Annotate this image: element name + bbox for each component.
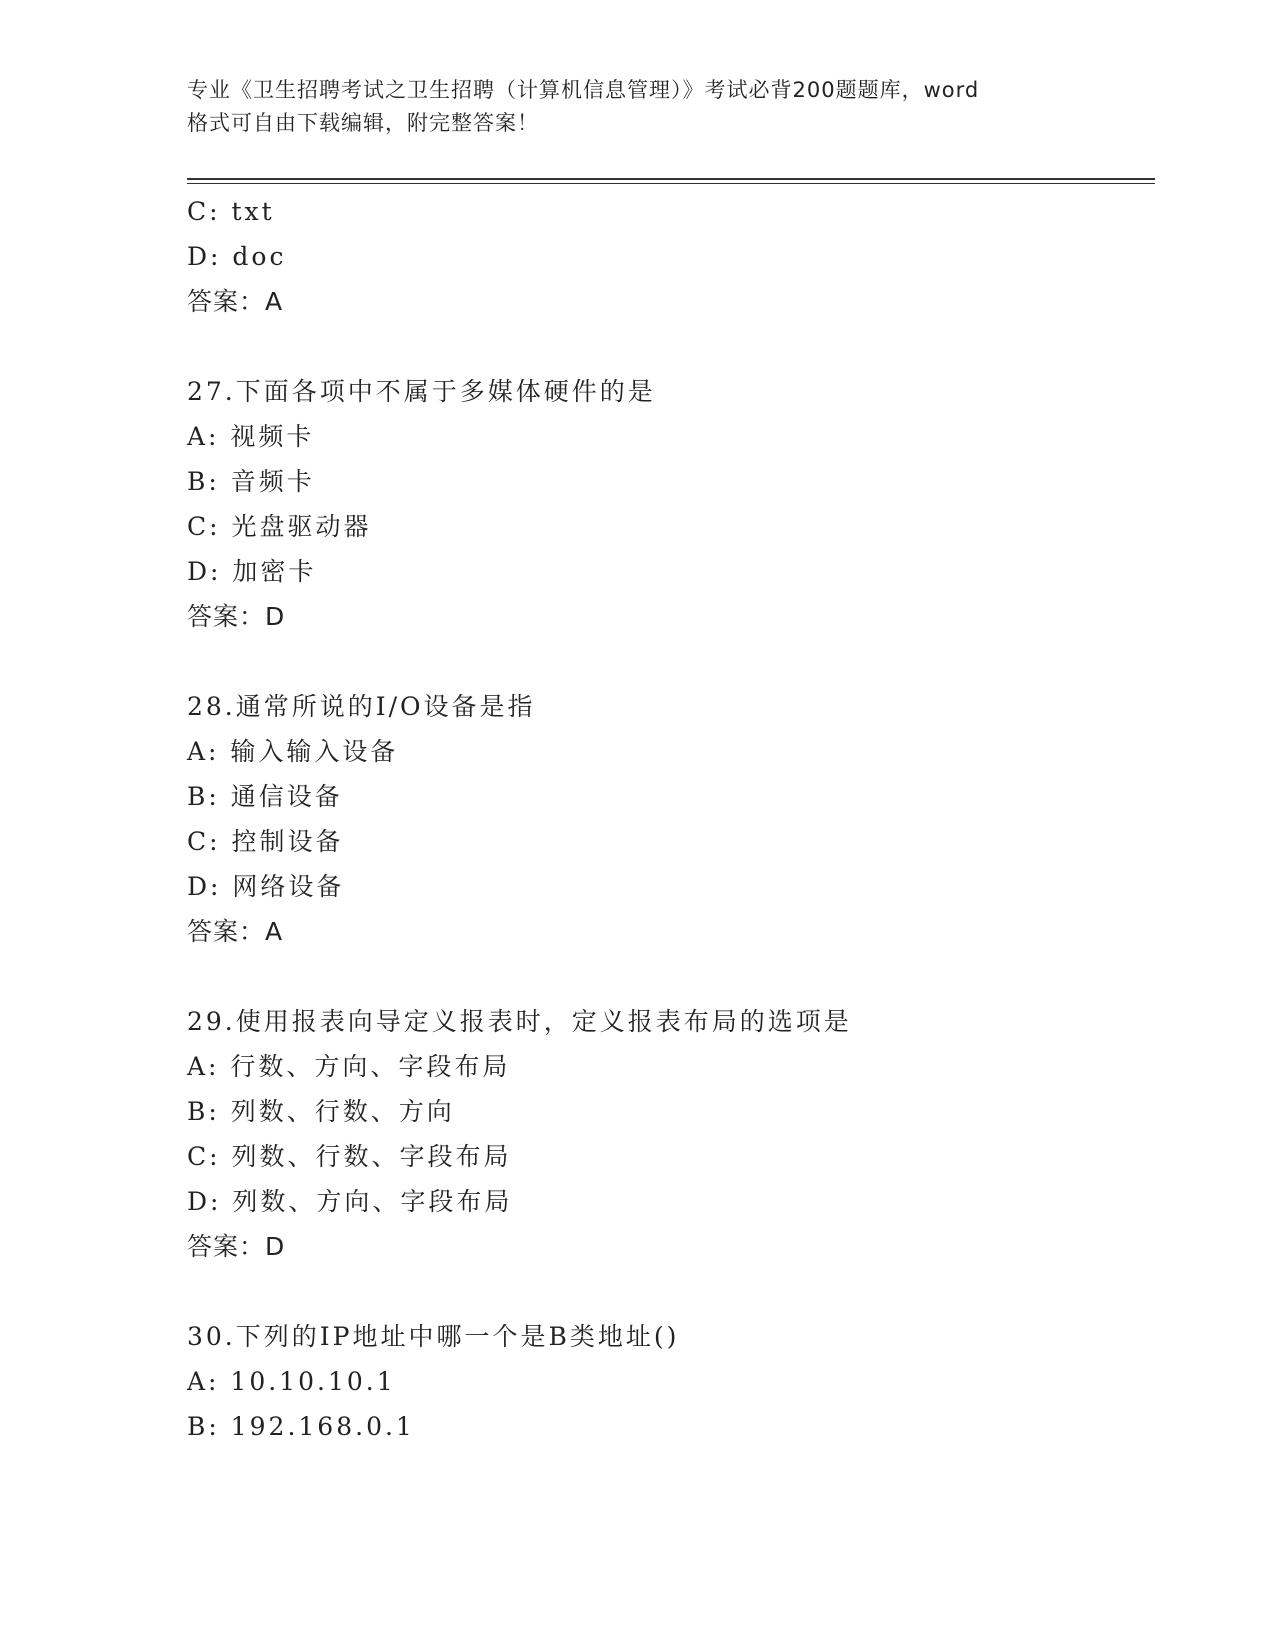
q28-answer: 答案：A — [187, 917, 284, 946]
q26-answer: 答案：A — [187, 287, 284, 316]
q29-option-d: D: 列数、方向、字段布局 — [187, 1187, 513, 1216]
q29-option-a: A: 行数、方向、字段布局 — [187, 1052, 511, 1081]
header-line-1: 专业《卫生招聘考试之卫生招聘（计算机信息管理）》考试必背200题题库，word — [187, 78, 980, 102]
header-divider-thin — [187, 183, 1155, 184]
q29-question: 29.使用报表向导定义报表时，定义报表布局的选项是 — [187, 1007, 852, 1036]
q28-option-a: A: 输入输入设备 — [187, 737, 399, 766]
header-line-2: 格式可自由下载编辑，附完整答案！ — [187, 111, 539, 135]
q30-question: 30.下列的IP地址中哪一个是B类地址() — [187, 1322, 680, 1351]
q28-question: 28.通常所说的I/O设备是指 — [187, 692, 536, 721]
q30-option-b: B: 192.168.0.1 — [187, 1412, 415, 1441]
q27-option-a: A: 视频卡 — [187, 422, 315, 451]
q29-answer: 答案：D — [187, 1232, 286, 1261]
q28-option-d: D: 网络设备 — [187, 872, 345, 901]
q27-option-d: D: 加密卡 — [187, 557, 317, 586]
q29-option-b: B: 列数、行数、方向 — [187, 1097, 455, 1126]
q27-option-b: B: 音频卡 — [187, 467, 315, 496]
q26-option-c: C: txt — [187, 197, 275, 226]
q26-option-d: D: doc — [187, 242, 287, 271]
q28-option-b: B: 通信设备 — [187, 782, 343, 811]
q27-answer: 答案：D — [187, 602, 286, 631]
q28-option-c: C: 控制设备 — [187, 827, 344, 856]
document-header — [187, 74, 1087, 140]
q29-option-c: C: 列数、行数、字段布局 — [187, 1142, 512, 1171]
q27-question: 27.下面各项中不属于多媒体硬件的是 — [187, 377, 656, 406]
q30-option-a: A: 10.10.10.1 — [187, 1367, 396, 1396]
q27-option-c: C: 光盘驱动器 — [187, 512, 372, 541]
header-divider-thick — [187, 178, 1155, 180]
